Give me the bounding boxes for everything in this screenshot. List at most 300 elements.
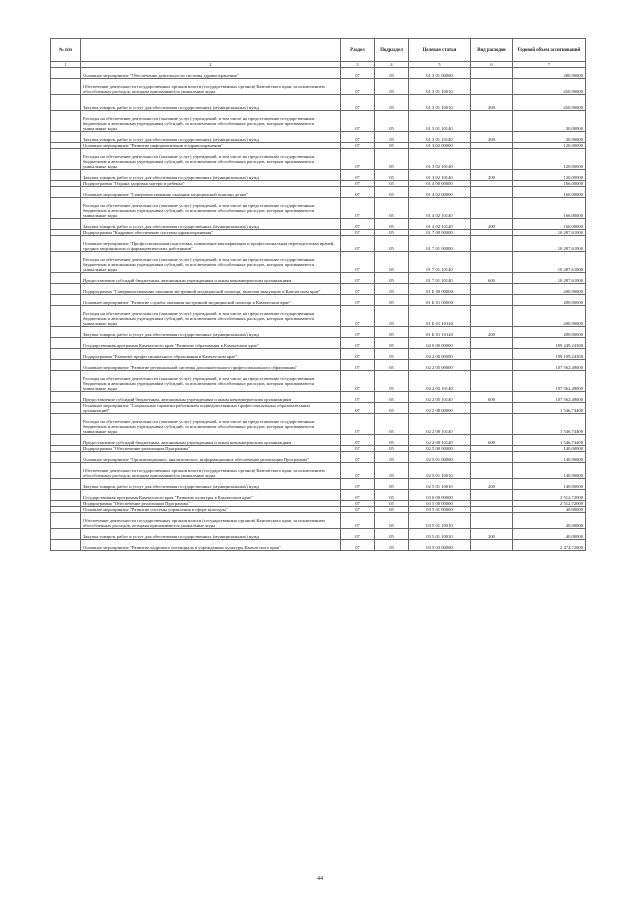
cell-vid <box>471 79 513 95</box>
cell-number <box>51 414 81 435</box>
cell-amount: 166,00000 <box>513 198 586 219</box>
table-row <box>51 338 586 349</box>
cell-podrazdel: 05 <box>375 284 409 295</box>
cell-vid <box>471 252 513 273</box>
table-row <box>51 95 586 111</box>
table-row <box>51 68 586 79</box>
cell-podrazdel: 05 <box>375 507 409 513</box>
cell-podrazdel: 05 <box>375 414 409 435</box>
cell-amount: 166,00000 <box>513 181 586 187</box>
cell-target: 01 3 01 00000 <box>409 68 471 79</box>
cell-vid: 200 <box>471 132 513 143</box>
cell-vid <box>471 414 513 435</box>
table-row <box>51 435 586 446</box>
cell-number <box>51 219 81 230</box>
cell-amount: 10 287,61000 <box>513 236 586 252</box>
cell-podrazdel: 05 <box>375 170 409 181</box>
table-row <box>51 349 586 360</box>
cell-name: Основное мероприятие "Совершенствование оказания медицинской помощи детям" <box>81 187 341 198</box>
cell-podrazdel: 05 <box>375 273 409 284</box>
column-number: 2 <box>81 62 341 68</box>
cell-podrazdel: 05 <box>375 463 409 479</box>
cell-vid <box>471 403 513 414</box>
cell-podrazdel: 05 <box>375 540 409 551</box>
table-row <box>51 236 586 252</box>
cell-target: 01 3 01 10140 <box>409 111 471 132</box>
cell-name: Основное мероприятие "Развитие региональной системы дополнительного профессионального образования" <box>81 360 341 371</box>
cell-vid: 200 <box>471 529 513 540</box>
cell-name: Предоставление субсидий бюджетным, автономным учреждениям и иным некоммерческим организациям <box>81 273 341 284</box>
table-row <box>51 490 586 501</box>
column-number: 3 <box>341 62 375 68</box>
cell-vid <box>471 306 513 327</box>
cell-target: 02 5 01 10010 <box>409 463 471 479</box>
cell-podrazdel: 05 <box>375 219 409 230</box>
cell-name: Основное мероприятие "Обеспечение деятельности системы здравоохранения" <box>81 68 341 79</box>
cell-razdel: 07 <box>341 371 375 392</box>
cell-name: Предоставление субсидий бюджетным, автономным учреждениям и иным некоммерческим организациям <box>81 435 341 446</box>
cell-razdel: 07 <box>341 501 375 507</box>
cell-podrazdel: 05 <box>375 349 409 360</box>
cell-podrazdel: 05 <box>375 79 409 95</box>
cell-target: 01 Б 01 10140 <box>409 306 471 327</box>
cell-razdel: 07 <box>341 143 375 149</box>
cell-amount: 140,00000 <box>513 446 586 452</box>
cell-vid: 200 <box>471 170 513 181</box>
cell-podrazdel: 05 <box>375 490 409 501</box>
cell-razdel: 07 <box>341 306 375 327</box>
cell-name: Закупка товаров, работ и услуг для обеспечения государственных (муниципальных) нужд <box>81 327 341 338</box>
cell-podrazdel: 05 <box>375 181 409 187</box>
cell-name: Предоставление субсидий бюджетным, автономным учреждениям и иным некоммерческим организациям <box>81 392 341 403</box>
cell-razdel: 07 <box>341 68 375 79</box>
cell-vid <box>471 513 513 529</box>
cell-target: 01 Б 01 10140 <box>409 327 471 338</box>
cell-target: 02 5 01 00000 <box>409 452 471 463</box>
cell-name: Подпрограмма "Развитие профессионального образования в Камчатском крае" <box>81 349 341 360</box>
cell-amount: 10 287,61000 <box>513 252 586 273</box>
cell-amount: 10 287,61000 <box>513 273 586 284</box>
cell-razdel: 07 <box>341 327 375 338</box>
header-razdel: Раздел <box>341 39 375 62</box>
cell-number <box>51 479 81 490</box>
cell-name: Расходы на обеспечение деятельности (оказание услуг) учреждений, в том числе на предоставление государственным бюджетным и автономным учреждениям субсидий, за исключением обособленных расходов, которым присваиваются уникальные коды <box>81 371 341 392</box>
cell-amount: 109 109,24300 <box>513 349 586 360</box>
cell-razdel: 07 <box>341 435 375 446</box>
cell-vid <box>471 295 513 306</box>
cell-razdel: 07 <box>341 403 375 414</box>
cell-name: Расходы на обеспечение деятельности (оказание услуг) учреждений, в том числе на предоставление государственным бюджетным и автономным учреждениям субсидий, за исключением обособленных расходов, которым присваиваются уникальные коды <box>81 252 341 273</box>
cell-number <box>51 540 81 551</box>
cell-number <box>51 79 81 95</box>
table-row <box>51 219 586 230</box>
cell-target: 01 Б 01 00000 <box>409 295 471 306</box>
cell-amount: 2 512,72000 <box>513 501 586 507</box>
cell-number <box>51 306 81 327</box>
table-row <box>51 149 586 170</box>
cell-target: 01 7 01 10140 <box>409 252 471 273</box>
cell-amount: 1 546,74400 <box>513 414 586 435</box>
table-row <box>51 273 586 284</box>
cell-vid <box>471 463 513 479</box>
cell-razdel: 07 <box>341 198 375 219</box>
cell-name: Расходы на обеспечение деятельности (оказание услуг) учреждений, в том числе на предоставление государственным бюджетным и автономным учреждениям субсидий, за исключением обособленных расходов, которым присваиваются уникальные коды <box>81 149 341 170</box>
table-row <box>51 371 586 392</box>
cell-name: Расходы на обеспечение деятельности (оказание услуг) учреждений, в том числе на предоставление государственным бюджетным и автономным учреждениям субсидий, за исключением обособленных расходов, которым присваиваются уникальные коды <box>81 306 341 327</box>
cell-vid <box>471 540 513 551</box>
cell-vid: 600 <box>471 392 513 403</box>
cell-razdel: 07 <box>341 349 375 360</box>
column-number: 1 <box>51 62 81 68</box>
cell-number <box>51 149 81 170</box>
cell-target: 01 3 01 10010 <box>409 79 471 95</box>
cell-name: Государственная программа Камчатского края "Развитие образования в Камчатском крае" <box>81 338 341 349</box>
table-row <box>51 295 586 306</box>
cell-podrazdel: 05 <box>375 198 409 219</box>
cell-number <box>51 236 81 252</box>
cell-target: 01 4 00 00000 <box>409 181 471 187</box>
cell-vid: 600 <box>471 435 513 446</box>
cell-vid: 200 <box>471 479 513 490</box>
cell-vid <box>471 236 513 252</box>
cell-razdel: 07 <box>341 507 375 513</box>
cell-name: Основное мероприятие "Развитие информатизации в здравоохранении" <box>81 143 341 149</box>
cell-amount: 280,00000 <box>513 68 586 79</box>
cell-vid: 200 <box>471 95 513 111</box>
cell-name: Основное мероприятие "Развитие системы управления в сфере культуры" <box>81 507 341 513</box>
cell-podrazdel: 05 <box>375 501 409 507</box>
cell-target: 01 3 02 10140 <box>409 170 471 181</box>
cell-podrazdel: 05 <box>375 360 409 371</box>
cell-name: Расходы на обеспечение деятельности (оказание услуг) учреждений, в том числе на предоставление государственным бюджетным и автономным учреждениям субсидий, за исключением обособленных расходов, которым присваиваются уникальные коды <box>81 414 341 435</box>
cell-number <box>51 295 81 306</box>
cell-amount: 166,00000 <box>513 187 586 198</box>
cell-razdel: 07 <box>341 529 375 540</box>
cell-podrazdel: 05 <box>375 529 409 540</box>
cell-podrazdel: 05 <box>375 111 409 132</box>
cell-target: 01 4 02 10140 <box>409 198 471 219</box>
cell-vid <box>471 111 513 132</box>
cell-podrazdel: 05 <box>375 392 409 403</box>
cell-vid <box>471 198 513 219</box>
cell-target: 01 3 01 10010 <box>409 95 471 111</box>
cell-target: 02 0 00 00000 <box>409 338 471 349</box>
cell-podrazdel: 05 <box>375 371 409 392</box>
cell-razdel: 07 <box>341 187 375 198</box>
cell-target: 03 5 03 00000 <box>409 540 471 551</box>
cell-name: Основное мероприятие "Развитие кадрового потенциала в учреждениях культуры Камчатского края" <box>81 540 341 551</box>
cell-number <box>51 111 81 132</box>
cell-razdel: 07 <box>341 490 375 501</box>
cell-amount: 200,00000 <box>513 306 586 327</box>
table-body <box>51 68 586 551</box>
table-row <box>51 198 586 219</box>
cell-podrazdel: 05 <box>375 236 409 252</box>
cell-number <box>51 392 81 403</box>
cell-target: 01 Б 00 00000 <box>409 284 471 295</box>
cell-amount: 107 562,49000 <box>513 371 586 392</box>
cell-amount: 30,00000 <box>513 132 586 143</box>
cell-amount: 40,00000 <box>513 513 586 529</box>
cell-name: Закупка товаров, работ и услуг для обеспечения государственных (муниципальных) нужд <box>81 95 341 111</box>
cell-target: 02 2 08 10140 <box>409 414 471 435</box>
table-row <box>51 132 586 143</box>
table-row <box>51 479 586 490</box>
cell-target: 02 5 01 10010 <box>409 479 471 490</box>
cell-name: Закупка товаров, работ и услуг для обеспечения государственных (муниципальных) нужд <box>81 479 341 490</box>
cell-number <box>51 529 81 540</box>
cell-name: Основное мероприятие "Профессиональная подготовка, повышение квалификации и профессиональная переподготовка врачей, средних медицинских и фармацевтических работников" <box>81 236 341 252</box>
table-row <box>51 327 586 338</box>
cell-podrazdel: 05 <box>375 295 409 306</box>
cell-podrazdel: 05 <box>375 338 409 349</box>
column-number: 4 <box>375 62 409 68</box>
cell-amount: 120,00000 <box>513 149 586 170</box>
header-name <box>81 39 341 62</box>
cell-razdel: 07 <box>341 252 375 273</box>
cell-razdel: 07 <box>341 414 375 435</box>
cell-podrazdel: 05 <box>375 143 409 149</box>
cell-number <box>51 490 81 501</box>
cell-podrazdel: 05 <box>375 435 409 446</box>
cell-number <box>51 371 81 392</box>
cell-razdel: 07 <box>341 236 375 252</box>
cell-razdel: 07 <box>341 295 375 306</box>
cell-number <box>51 435 81 446</box>
cell-target: 01 3 01 10140 <box>409 132 471 143</box>
cell-name: Закупка товаров, работ и услуг для обеспечения государственных (муниципальных) нужд <box>81 170 341 181</box>
cell-razdel: 07 <box>341 452 375 463</box>
cell-target: 02 2 00 00000 <box>409 349 471 360</box>
cell-target: 02 2 08 00000 <box>409 403 471 414</box>
cell-name: Обеспечение деятельности государственных органов власти (государственных органов) Камчатского края, за исключением обособленных расходов, которым присваиваются уникальные коды <box>81 463 341 479</box>
cell-name: Подпрограмма "Обеспечение реализации Программы" <box>81 446 341 452</box>
cell-amount: 2 472,72000 <box>513 540 586 551</box>
cell-name: Подпрограмма "Кадровое обеспечение системы здравоохранения" <box>81 230 341 236</box>
cell-name: Расходы на обеспечение деятельности (оказание услуг) учреждений, в том числе на предоставление государственным бюджетным и автономным учреждениям субсидий, за исключением обособленных расходов, которым присваиваются уникальные коды <box>81 198 341 219</box>
cell-number <box>51 327 81 338</box>
cell-number <box>51 360 81 371</box>
cell-podrazdel: 05 <box>375 306 409 327</box>
cell-amount: 250,00000 <box>513 79 586 95</box>
cell-target: 01 3 02 10140 <box>409 149 471 170</box>
table-row <box>51 414 586 435</box>
cell-number <box>51 452 81 463</box>
cell-amount: 10 287,61000 <box>513 230 586 236</box>
table-row <box>51 111 586 132</box>
cell-number <box>51 273 81 284</box>
cell-target: 02 2 05 10140 <box>409 371 471 392</box>
cell-vid <box>471 68 513 79</box>
table-row <box>51 170 586 181</box>
table-row <box>51 252 586 273</box>
cell-razdel: 07 <box>341 540 375 551</box>
cell-razdel: 07 <box>341 170 375 181</box>
table-row <box>51 392 586 403</box>
cell-amount: 140,00000 <box>513 479 586 490</box>
cell-number <box>51 132 81 143</box>
cell-name: Основное мероприятие "Организационное, аналитическое, информационное обеспечение реализации Программы" <box>81 452 341 463</box>
cell-vid <box>471 284 513 295</box>
cell-vid <box>471 187 513 198</box>
cell-vid: 200 <box>471 327 513 338</box>
cell-amount: 120,00000 <box>513 143 586 149</box>
table-row <box>51 513 586 529</box>
cell-razdel: 07 <box>341 111 375 132</box>
cell-name: Закупка товаров, работ и услуг для обеспечения государственных (муниципальных) нужд <box>81 529 341 540</box>
cell-number <box>51 284 81 295</box>
table-row <box>51 187 586 198</box>
cell-amount: 40,00000 <box>513 529 586 540</box>
table-row <box>51 529 586 540</box>
cell-target: 03 5 01 10010 <box>409 529 471 540</box>
budget-table <box>50 38 586 551</box>
cell-razdel: 07 <box>341 79 375 95</box>
cell-amount: 120,00000 <box>513 170 586 181</box>
cell-amount: 1 546,74400 <box>513 435 586 446</box>
cell-podrazdel: 05 <box>375 149 409 170</box>
cell-vid <box>471 338 513 349</box>
cell-razdel: 07 <box>341 479 375 490</box>
cell-vid <box>471 490 513 501</box>
cell-number <box>51 198 81 219</box>
cell-name: Подпрограмма "Охрана здоровья матери и ребенка" <box>81 181 341 187</box>
cell-podrazdel: 05 <box>375 187 409 198</box>
table-row <box>51 452 586 463</box>
cell-target: 02 2 05 10140 <box>409 392 471 403</box>
cell-vid: 200 <box>471 219 513 230</box>
cell-razdel: 07 <box>341 513 375 529</box>
cell-vid <box>471 371 513 392</box>
cell-podrazdel: 05 <box>375 68 409 79</box>
table-row <box>51 403 586 414</box>
cell-number <box>51 513 81 529</box>
cell-podrazdel: 05 <box>375 327 409 338</box>
cell-podrazdel: 05 <box>375 446 409 452</box>
header-number: № п/п <box>51 39 81 62</box>
cell-number <box>51 403 81 414</box>
cell-name: Обеспечение деятельности государственных органов власти (государственных органов) Камчатского края, за исключением обособленных расходов, которым присваиваются уникальные коды <box>81 513 341 529</box>
cell-name: Закупка товаров, работ и услуг для обеспечения государственных (муниципальных) нужд <box>81 132 341 143</box>
cell-name: Государственная программа Камчатского края "Развитие культуры в Камчатском крае" <box>81 490 341 501</box>
cell-razdel: 07 <box>341 149 375 170</box>
cell-podrazdel: 05 <box>375 479 409 490</box>
cell-number <box>51 95 81 111</box>
cell-vid <box>471 360 513 371</box>
cell-name: Основное мероприятие "Развитие службы оказания экстренной медицинской помощи в Камчатском крае" <box>81 295 341 306</box>
cell-target: 03 0 00 00000 <box>409 490 471 501</box>
cell-target: 02 5 00 00000 <box>409 446 471 452</box>
cell-target: 01 4 02 10140 <box>409 219 471 230</box>
cell-number <box>51 170 81 181</box>
cell-name: Обеспечение деятельности государственных органов власти (государственных органов) Камчатского края, за исключением обособленных расходов, которым присваиваются уникальные коды <box>81 79 341 95</box>
cell-name: Основное мероприятие "Социальные гарантии работникам подведомственных профессиональных образовательных организаций" <box>81 403 341 414</box>
cell-amount: 166,00000 <box>513 219 586 230</box>
cell-podrazdel: 05 <box>375 230 409 236</box>
column-number: 6 <box>471 62 513 68</box>
cell-name: Закупка товаров, работ и услуг для обеспечения государственных (муниципальных) нужд <box>81 219 341 230</box>
cell-amount: 30,00000 <box>513 111 586 132</box>
cell-number <box>51 338 81 349</box>
cell-vid <box>471 349 513 360</box>
header-podrazdel: Подраздел <box>375 39 409 62</box>
cell-razdel: 07 <box>341 360 375 371</box>
cell-target: 03 5 01 00000 <box>409 507 471 513</box>
column-number: 7 <box>513 62 586 68</box>
cell-target: 02 2 08 10140 <box>409 435 471 446</box>
cell-razdel: 07 <box>341 446 375 452</box>
cell-target: 01 4 02 00000 <box>409 187 471 198</box>
cell-number <box>51 187 81 198</box>
cell-amount: 250,00000 <box>513 95 586 111</box>
cell-number <box>51 252 81 273</box>
cell-amount: 200,00000 <box>513 295 586 306</box>
cell-target: 03 5 00 00000 <box>409 501 471 507</box>
cell-razdel: 07 <box>341 230 375 236</box>
cell-target: 03 5 01 10010 <box>409 513 471 529</box>
cell-name: Подпрограмма "Совершенствование оказания экстренной медицинской помощи, включая эвакуацию в Камчатском крае" <box>81 284 341 295</box>
cell-name: Расходы на обеспечение деятельности (оказание услуг) учреждений, в том числе на предоставление государственным бюджетным и автономным учреждениям субсидий, за исключением обособленных расходов, которым присваиваются уникальные коды <box>81 111 341 132</box>
header-amount: Годовой объем ассигнований <box>513 39 586 62</box>
table-row <box>51 284 586 295</box>
cell-target: 01 7 01 00000 <box>409 236 471 252</box>
table-header-row <box>51 39 586 62</box>
cell-podrazdel: 05 <box>375 95 409 111</box>
cell-amount: 109 249,24300 <box>513 338 586 349</box>
cell-razdel: 07 <box>341 181 375 187</box>
cell-amount: 140,00000 <box>513 452 586 463</box>
cell-razdel: 07 <box>341 219 375 230</box>
cell-razdel: 07 <box>341 132 375 143</box>
cell-razdel: 07 <box>341 338 375 349</box>
cell-razdel: 07 <box>341 463 375 479</box>
table-row <box>51 360 586 371</box>
cell-name: Подпрограмма "Обеспечение реализации Программы" <box>81 501 341 507</box>
table-row <box>51 79 586 95</box>
cell-target: 02 2 05 00000 <box>409 360 471 371</box>
cell-number <box>51 463 81 479</box>
cell-amount: 1 546,74400 <box>513 403 586 414</box>
cell-amount: 40,00000 <box>513 507 586 513</box>
table-row <box>51 540 586 551</box>
cell-podrazdel: 05 <box>375 403 409 414</box>
cell-razdel: 07 <box>341 273 375 284</box>
cell-amount: 2 512,72000 <box>513 490 586 501</box>
table-row <box>51 306 586 327</box>
cell-vid: 600 <box>471 273 513 284</box>
cell-target: 01 7 00 00000 <box>409 230 471 236</box>
cell-amount: 140,00000 <box>513 463 586 479</box>
cell-number <box>51 349 81 360</box>
cell-podrazdel: 05 <box>375 132 409 143</box>
header-vid: Вид расходов <box>471 39 513 62</box>
cell-razdel: 07 <box>341 95 375 111</box>
cell-podrazdel: 05 <box>375 513 409 529</box>
cell-number <box>51 68 81 79</box>
column-number: 5 <box>409 62 471 68</box>
header-target: Целевая статья <box>409 39 471 62</box>
cell-razdel: 07 <box>341 392 375 403</box>
cell-amount: 107 562,49000 <box>513 360 586 371</box>
cell-amount: 200,00000 <box>513 284 586 295</box>
cell-amount: 200,00000 <box>513 327 586 338</box>
table-row <box>51 463 586 479</box>
cell-vid <box>471 452 513 463</box>
cell-target: 01 7 01 10140 <box>409 273 471 284</box>
cell-podrazdel: 05 <box>375 452 409 463</box>
cell-razdel: 07 <box>341 284 375 295</box>
cell-amount: 107 562,49000 <box>513 392 586 403</box>
